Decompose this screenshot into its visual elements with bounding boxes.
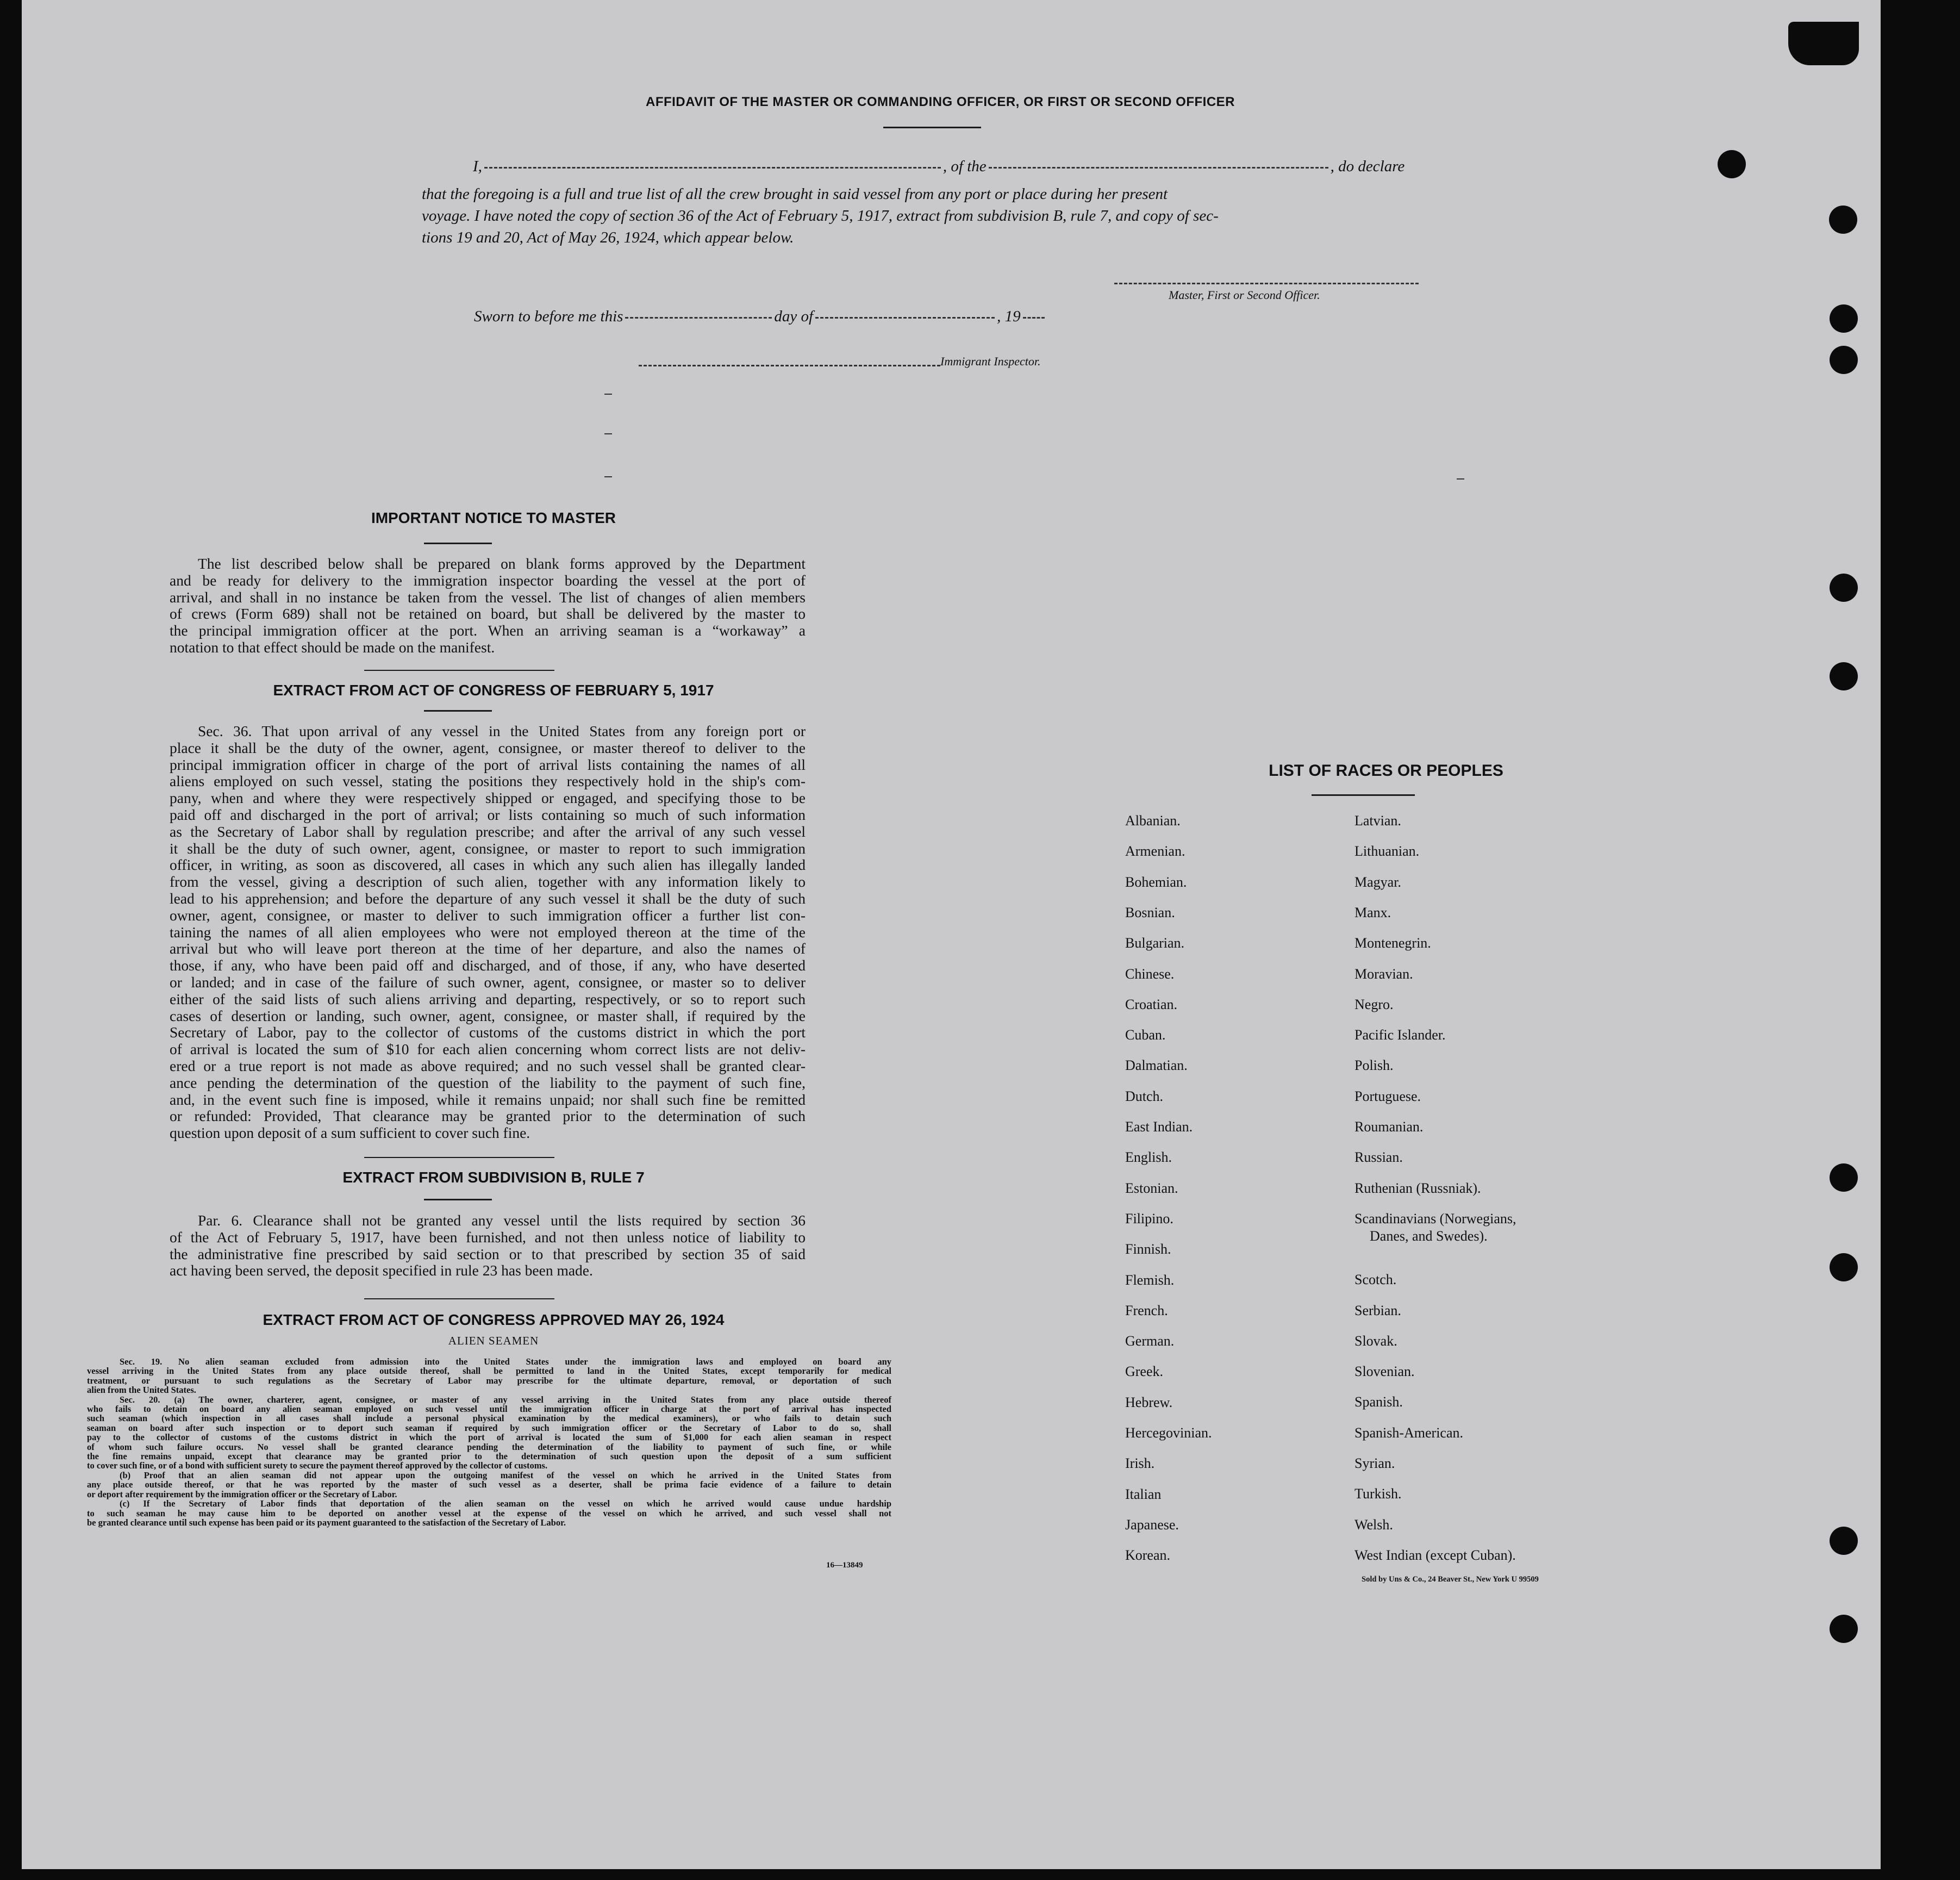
text-line: owner, agent, consignee, or master to deliver to such immigration officer a further list con- <box>170 906 806 924</box>
section-divider-3 <box>364 1298 554 1299</box>
text-line: either of the said lists of such aliens arriving and departing, respectively, or so to report such <box>170 990 806 1007</box>
text-line: of crews (Form 689) shall not be retained on board, but shall be delivered by the master to <box>170 605 806 622</box>
text-line: who fails to detain on board any alien seaman employed on such vessel until the immigration officer in charge at the port of arrival has inspected <box>87 1404 891 1415</box>
section-divider-2 <box>364 1157 554 1158</box>
race-item: Scotch. <box>1354 1272 1397 1288</box>
punch-hole <box>1830 346 1858 374</box>
race-item: Croatian. <box>1125 996 1178 1012</box>
text-line: act having been served, the deposit specified in rule 23 has been made. <box>170 1262 593 1279</box>
day-blank[interactable] <box>625 317 772 319</box>
stray-mark <box>604 394 612 395</box>
text-line: such seaman (which inspection in all cases shall include a personal physical examination by the medical examiners), or who fails to detain such <box>87 1413 891 1424</box>
text-line: taining the names of all alien employees who were not employed thereon at the time of the <box>170 923 806 941</box>
act-1917-text <box>170 723 806 1142</box>
race-item: Albanian. <box>1125 813 1181 829</box>
race-item: Flemish. <box>1125 1272 1175 1288</box>
text-line: Par. 6. Clearance shall not be granted any vessel until the lists required by section 36 <box>198 1212 806 1229</box>
race-item: Lithuanian. <box>1354 843 1420 860</box>
race-item: Ruthenian (Russniak). <box>1354 1180 1481 1196</box>
race-item: Serbian. <box>1354 1302 1401 1318</box>
race-item: East Indian. <box>1125 1119 1193 1135</box>
day-of-label: day of <box>774 308 814 325</box>
race-item: Danes, and Swedes). <box>1370 1228 1488 1244</box>
form-sheet <box>22 0 1881 1869</box>
text-line: of whom such failure occurs. No vessel shall be granted clearance pending the determination of the liability to payment of such fine, or while <box>87 1441 891 1452</box>
text-line: paid off and discharged in the port of arrival; or lists containing so much of such information <box>170 806 806 823</box>
rule7-divider <box>424 1199 492 1200</box>
text-line: pany, when and where they were respectively shipped or engaged, and specifying those to be <box>170 789 806 807</box>
races-divider <box>1312 794 1415 796</box>
race-item: Bosnian. <box>1125 904 1175 920</box>
text-line: principal immigration officer in charge of the port of arrival lists containing the names of all <box>170 756 806 773</box>
race-item: Dutch. <box>1125 1088 1164 1104</box>
text-line: (c) If the Secretary of Labor finds that deportation of the alien seaman on the vessel on which he arrived would cause undue hardship <box>120 1498 891 1509</box>
race-item: Moravian. <box>1354 966 1413 982</box>
do-declare-label: , do declare <box>1330 158 1405 175</box>
punch-hole <box>1718 150 1746 178</box>
text-line: or landed; and in case of the failure of such owner, agent, consignee, or master so to deliver <box>170 973 806 991</box>
text-line: lead to his apprehension; and before the departure of any such vessel it shall be the duty of such <box>170 889 806 907</box>
stray-mark <box>604 476 612 477</box>
race-item: Latvian. <box>1354 813 1401 829</box>
rule7-text <box>170 1212 806 1279</box>
race-item: Bohemian. <box>1125 874 1187 890</box>
race-item: Greek. <box>1125 1364 1164 1380</box>
act-1924-title: EXTRACT FROM ACT OF CONGRESS APPROVED MAY 26, 1924 <box>263 1311 725 1328</box>
race-item: Spanish. <box>1354 1394 1403 1410</box>
text-line: and, in the event such fine is imposed, while it remains unpaid; nor shall such fine be remitted <box>170 1091 806 1108</box>
race-item: Japanese. <box>1125 1516 1179 1533</box>
declaration-body-3: tions 19 and 20, Act of May 26, 1924, which appear below. <box>422 229 794 246</box>
race-item: Slovak. <box>1354 1333 1397 1349</box>
name-blank[interactable] <box>484 167 941 169</box>
race-item: Italian <box>1125 1486 1162 1502</box>
stray-mark <box>1457 478 1464 480</box>
text-line: officer, in writing, as soon as discovered, all cases in which any such alien has illegally landed <box>170 856 806 874</box>
text-line: the principal immigration officer at the port. When an arriving seaman is a “workaway” a <box>170 622 806 639</box>
affidavit-title: AFFIDAVIT OF THE MASTER OR COMMANDING OFFICER, OR FIRST OR SECOND OFFICER <box>645 95 1235 109</box>
text-line: be granted clearance until such expense has been paid or its payment guaranteed to the satisfaction of the Secretary of Labor. <box>87 1517 566 1528</box>
inspector-signature-line[interactable] <box>639 365 940 366</box>
race-item: Chinese. <box>1125 966 1175 982</box>
text-line: treatment, or pursuant to such regulations as the Secretary of Labor may prescribe for the ultimate departure, removal, or deportation of such <box>87 1375 891 1386</box>
race-item: Turkish. <box>1354 1486 1402 1502</box>
inspector-signature-label: Immigrant Inspector. <box>940 354 1041 368</box>
text-line: the fine remains unpaid, except that clearance may be granted prior to the determination of such question upon the deposit of a sum sufficient <box>87 1451 891 1462</box>
punch-hole <box>1830 1615 1858 1643</box>
text-line: or refunded: Provided, That clearance may be granted prior to the determination of such <box>170 1107 806 1125</box>
text-line: arrival, and shall in no instance be taken from the vessel. The list of changes of alien members <box>170 588 806 606</box>
torn-corner <box>1788 22 1859 65</box>
year-label: , 19 <box>997 308 1021 325</box>
sworn-line <box>474 308 1047 326</box>
race-item: Bulgarian. <box>1125 935 1185 951</box>
declaration-body-1: that the foregoing is a full and true list of all the crew brought in said vessel from any port or place during her present <box>422 185 1168 203</box>
punch-hole <box>1830 1253 1858 1281</box>
race-item: Manx. <box>1354 904 1391 920</box>
text-line: arrival but who will leave port thereon at the time of her departure, and also the names of <box>170 940 806 957</box>
month-blank[interactable] <box>815 317 995 319</box>
text-line: and be ready for delivery to the immigration inspector boarding the vessel at the port of <box>170 571 806 589</box>
text-line: to cover such fine, or of a bond with sufficient surety to secure the payment thereof approved by the collector of customs. <box>87 1460 548 1471</box>
master-signature-line[interactable] <box>1114 283 1419 284</box>
race-item: Korean. <box>1125 1547 1171 1564</box>
punch-hole <box>1830 304 1858 333</box>
race-item: Scandinavians (Norwegians, <box>1354 1210 1516 1227</box>
text-line: vessel arriving in the United States from any place outside thereof, shall be permitted to land in the United States, except temporarily for medical <box>87 1366 891 1377</box>
notice-title: IMPORTANT NOTICE TO MASTER <box>371 509 616 526</box>
sworn-label: Sworn to before me this <box>474 308 623 325</box>
title-divider <box>883 127 981 128</box>
punch-hole <box>1829 206 1857 234</box>
race-item: Spanish-American. <box>1354 1424 1464 1441</box>
race-item: Hercegovinian. <box>1125 1425 1212 1441</box>
notice-divider <box>424 543 492 544</box>
act-1924-text <box>87 1357 891 1527</box>
master-signature-label: Master, First or Second Officer. <box>1169 288 1320 302</box>
text-line: to such seaman he may cause him to be deported on another vessel at the expense of the vessel on which he arrived, and such vessel shall not <box>87 1508 891 1518</box>
race-item: Montenegrin. <box>1354 935 1431 951</box>
rule7-title: EXTRACT FROM SUBDIVISION B, RULE 7 <box>342 1169 645 1186</box>
race-item: Dalmatian. <box>1125 1057 1188 1074</box>
race-item: Portuguese. <box>1354 1088 1421 1104</box>
race-item: Slovenian. <box>1354 1364 1415 1380</box>
races-title: LIST OF RACES OR PEOPLES <box>1269 762 1503 780</box>
printer-imprint: Sold by Uns & Co., 24 Beaver St., New York U 99509 <box>1362 1575 1539 1584</box>
text-line: alien from the United States. <box>87 1385 196 1396</box>
race-item: Russian. <box>1354 1149 1403 1166</box>
text-line: any place outside thereof, or that he was reported by the master of such vessel as a deserter, shall be prima facie evidence of a failure to detain <box>87 1479 891 1490</box>
text-line: notation to that effect should be made on the manifest. <box>170 638 495 656</box>
race-item: Finnish. <box>1125 1241 1171 1258</box>
text-line: Sec. 19. No alien seaman excluded from admission into the United States under the immigration laws and employed on board any <box>120 1356 891 1367</box>
form-number: 16—13849 <box>826 1561 863 1570</box>
year-blank[interactable] <box>1023 317 1045 319</box>
race-item: Welsh. <box>1354 1516 1393 1533</box>
race-item: Estonian. <box>1125 1180 1178 1196</box>
text-line: place it shall be the duty of the owner, agent, consignee, or master thereof to deliver to the <box>170 739 806 756</box>
race-item: Polish. <box>1354 1057 1394 1074</box>
text-line: cases of desertion or landing, such owner, agent, consignee, or master shall, if required by the <box>170 1007 806 1024</box>
race-item: Cuban. <box>1125 1027 1166 1043</box>
text-line: from the vessel, giving a description of such alien, together with any information likely to <box>170 873 806 891</box>
race-item: Roumanian. <box>1354 1119 1424 1135</box>
race-item: English. <box>1125 1149 1172 1166</box>
race-item: Filipino. <box>1125 1210 1173 1227</box>
text-line: Sec. 36. That upon arrival of any vessel in the United States from any foreign port or <box>198 723 806 739</box>
text-line: Secretary of Labor, pay to the collector of customs of the customs district in which the port <box>170 1024 806 1041</box>
text-line: those, if any, who have been paid off and discharged, and of those, if any, who have deserted <box>170 957 806 974</box>
punch-hole <box>1830 574 1858 602</box>
i-label: I, <box>473 158 482 175</box>
race-item: Irish. <box>1125 1455 1155 1472</box>
text-line: seaman on board after such inspection or to deport such seaman if required by such immigration officer or the Secretary of Labor to do so, shall <box>87 1422 891 1433</box>
text-line: aliens employed on such vessel, stating the positions they respectively hold in the ship's com- <box>170 773 806 790</box>
race-item: Pacific Islander. <box>1354 1027 1446 1043</box>
race-item: West Indian (except Cuban). <box>1354 1547 1516 1563</box>
vessel-blank[interactable] <box>989 167 1328 169</box>
act-1917-divider <box>424 710 492 712</box>
text-line: of the Act of February 5, 1917, have been furnished, and not then unless notice of liability to <box>170 1228 806 1246</box>
text-line: as the Secretary of Labor shall by regulation prescribe; and after the arrival of any such vessel <box>170 823 806 840</box>
declaration-line <box>473 158 1473 176</box>
punch-hole <box>1830 1163 1858 1192</box>
notice-text <box>170 556 806 656</box>
stray-mark <box>604 433 612 434</box>
punch-hole <box>1830 662 1858 690</box>
text-line: question upon deposit of a sum sufficient to cover such fine. <box>170 1124 530 1142</box>
text-line: The list described below shall be prepared on blank forms approved by the Department <box>198 555 806 572</box>
text-line: (b) Proof that an alien seaman did not appear upon the outgoing manifest of the vessel on which he arrived in the United States from <box>120 1470 891 1480</box>
punch-hole <box>1830 1527 1858 1555</box>
declaration-body-2: voyage. I have noted the copy of section 36 of the Act of February 5, 1917, extract from subdivision B, rule 7, and copy of sec- <box>422 207 1219 225</box>
race-item: Negro. <box>1354 996 1394 1012</box>
act-1917-title: EXTRACT FROM ACT OF CONGRESS OF FEBRUARY 5, 1917 <box>273 682 714 699</box>
section-divider-1 <box>364 670 554 671</box>
act-1924-subtitle: ALIEN SEAMEN <box>448 1334 539 1347</box>
race-item: Hebrew. <box>1125 1394 1173 1410</box>
race-item: Magyar. <box>1354 874 1401 890</box>
text-line: pay to the collector of customs of the customs district in which the port of arrival is located the sum of $1,000 for each alien seaman in respect <box>87 1432 891 1443</box>
race-item: Syrian. <box>1354 1455 1395 1471</box>
text-line: or deport after requirement by the immigration officer or the Secretary of Labor. <box>87 1489 397 1499</box>
of-the-label: , of the <box>942 158 987 175</box>
text-line: Sec. 20. (a) The owner, charterer, agent, consignee, or master of any vessel arriving in the United States from any place outside thereof <box>120 1394 891 1405</box>
text-line: of arrival is located the sum of $10 for each alien concerning whom correct lists are not deliv- <box>170 1041 806 1058</box>
race-item: French. <box>1125 1302 1168 1318</box>
race-item: Armenian. <box>1125 843 1185 860</box>
text-line: the administrative fine prescribed by said section or to that prescribed by section 35 of said <box>170 1245 806 1262</box>
text-line: ered or a true report is not made as above required; and no such vessel shall be granted clear- <box>170 1057 806 1074</box>
text-line: ance pending the determination of the question of the liability to the payment of such fine, <box>170 1074 806 1091</box>
race-item: German. <box>1125 1333 1175 1349</box>
text-line: it shall be the duty of such owner, agent, consignee, or master to report to such immigration <box>170 839 806 857</box>
